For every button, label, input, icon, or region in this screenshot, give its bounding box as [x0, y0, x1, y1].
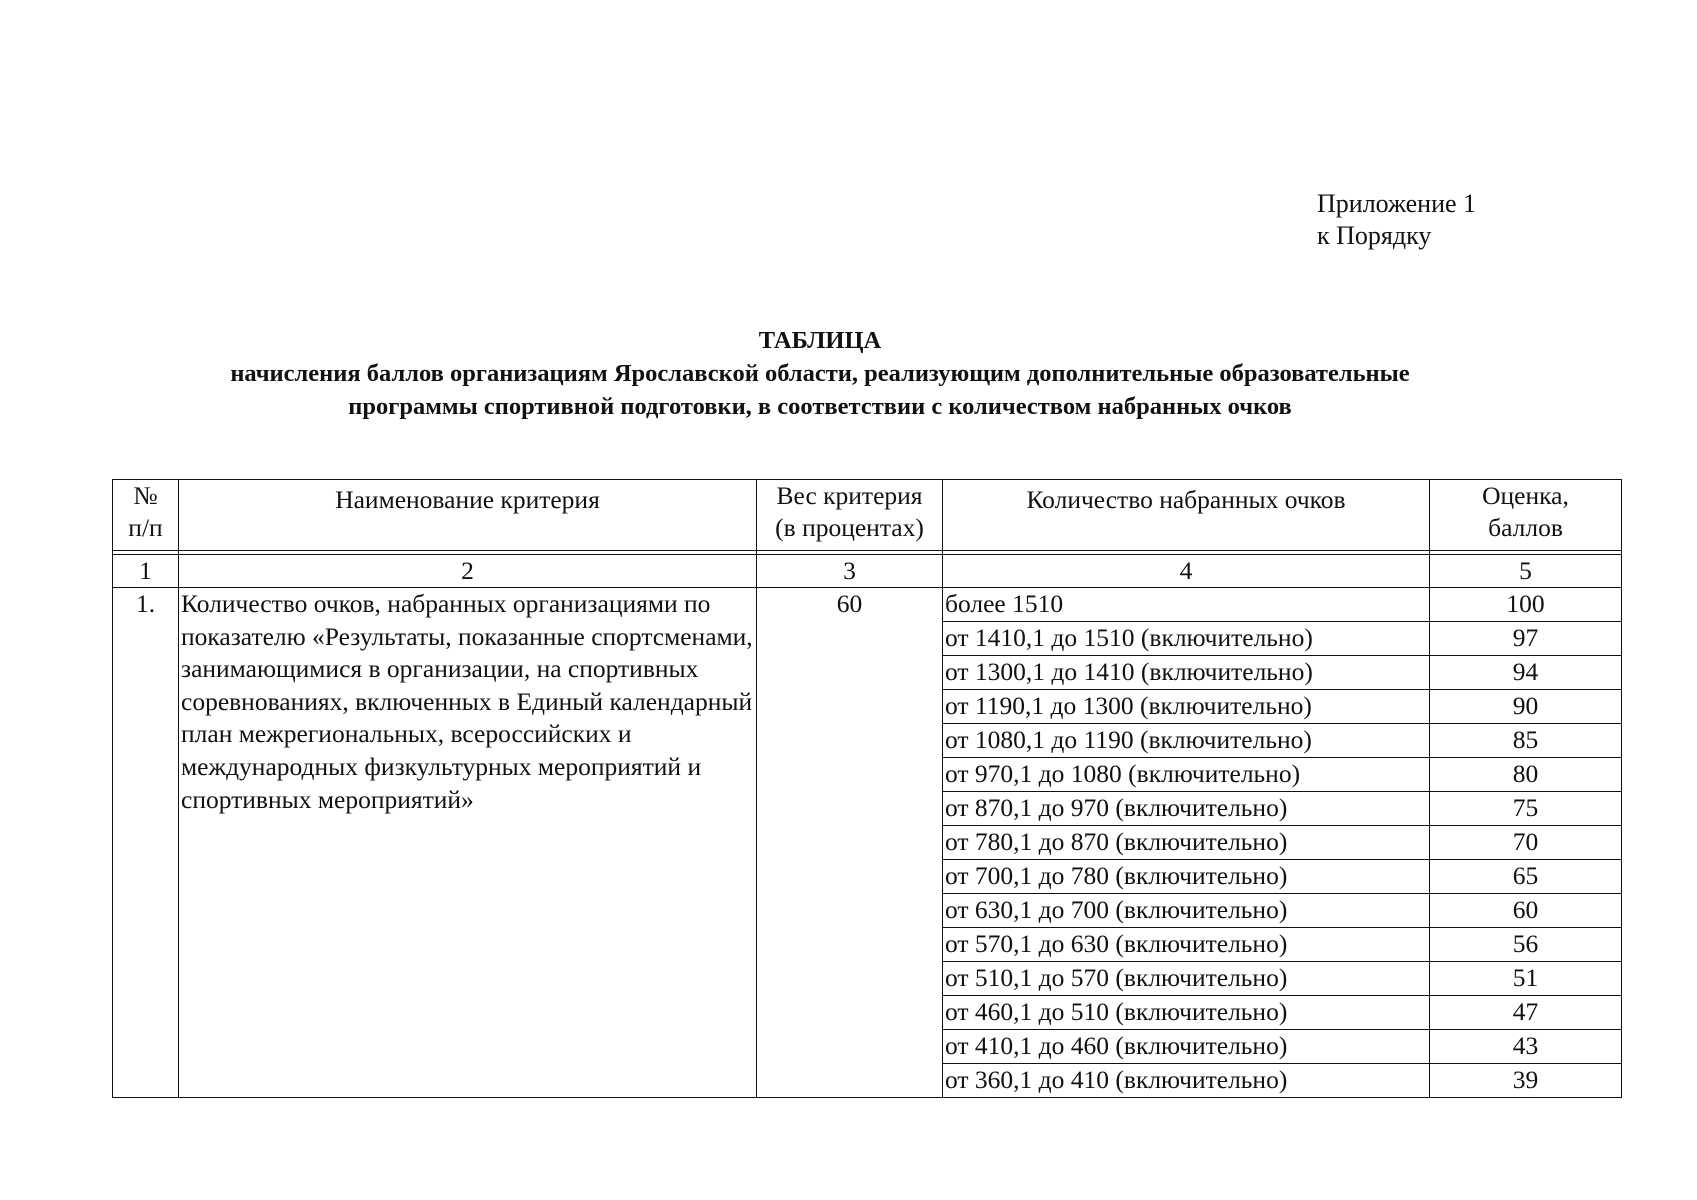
column-number-row: [113, 555, 1622, 588]
header-weight-line-1: Вес критерия: [776, 481, 923, 510]
criterion-description: Количество очков, набранных организациями по показателю «Результаты, показанные спортсменами, занимающимися в организации, на спортивных соревнованиях, включенных в Единый календарный план межрегиональных, всероссийских и международных физкультурных мероприятий и спортивных мероприятий»: [179, 588, 757, 1098]
points-range: от 1080,1 до 1190 (включительно): [943, 724, 1430, 758]
score-value: 90: [1430, 690, 1622, 724]
header-points: Количество набранных очков: [943, 480, 1430, 551]
score-value: 39: [1430, 1064, 1622, 1098]
document-heading: [100, 324, 1540, 423]
header-number-sign: №: [133, 481, 158, 510]
header-score-line-2: баллов: [1488, 513, 1563, 542]
points-range: от 1410,1 до 1510 (включительно): [943, 622, 1430, 656]
score-value: 51: [1430, 962, 1622, 996]
appendix-line-2: к Порядку: [1317, 221, 1432, 250]
header-score-line-1: Оценка,: [1482, 481, 1569, 510]
column-number: 2: [179, 555, 757, 588]
header-criterion-name: Наименование критерия: [179, 480, 757, 551]
points-range: от 410,1 до 460 (включительно): [943, 1030, 1430, 1064]
points-range: от 970,1 до 1080 (включительно): [943, 758, 1430, 792]
column-number: 4: [943, 555, 1430, 588]
scoring-table: [112, 479, 1622, 1098]
points-range: от 1300,1 до 1410 (включительно): [943, 656, 1430, 690]
points-range: от 1190,1 до 1300 (включительно): [943, 690, 1430, 724]
column-number: 1: [113, 555, 179, 588]
table-row: [113, 588, 1622, 622]
criterion-weight: 60: [757, 588, 943, 1098]
score-value: 85: [1430, 724, 1622, 758]
score-value: 70: [1430, 826, 1622, 860]
document-title: ТАБЛИЦА: [758, 327, 882, 354]
points-range: от 780,1 до 870 (включительно): [943, 826, 1430, 860]
score-value: 43: [1430, 1030, 1622, 1064]
score-value: 100: [1430, 588, 1622, 622]
score-value: 97: [1430, 622, 1622, 656]
header-number-abbr: п/п: [128, 513, 163, 542]
header-weight: [757, 480, 943, 551]
score-value: 75: [1430, 792, 1622, 826]
appendix-line-1: Приложение 1: [1317, 189, 1477, 218]
points-range: более 1510: [943, 588, 1430, 622]
score-value: 94: [1430, 656, 1622, 690]
score-value: 60: [1430, 894, 1622, 928]
score-value: 47: [1430, 996, 1622, 1030]
points-range: от 460,1 до 510 (включительно): [943, 996, 1430, 1030]
column-number: 5: [1430, 555, 1622, 588]
row-number: 1.: [113, 588, 179, 1098]
header-number: [113, 480, 179, 551]
points-range: от 570,1 до 630 (включительно): [943, 928, 1430, 962]
points-range: от 700,1 до 780 (включительно): [943, 860, 1430, 894]
score-value: 80: [1430, 758, 1622, 792]
column-number: 3: [757, 555, 943, 588]
header-row: [113, 480, 1622, 551]
header-weight-line-2: (в процентах): [775, 513, 924, 542]
points-range: от 630,1 до 700 (включительно): [943, 894, 1430, 928]
points-range: от 870,1 до 970 (включительно): [943, 792, 1430, 826]
points-range: от 360,1 до 410 (включительно): [943, 1064, 1430, 1098]
document-subtitle-line-2: программы спортивной подготовки, в соответствии с количеством набранных очков: [348, 393, 1292, 420]
score-value: 56: [1430, 928, 1622, 962]
appendix-note: [1317, 188, 1476, 252]
score-value: 65: [1430, 860, 1622, 894]
header-score: [1430, 480, 1622, 551]
points-range: от 510,1 до 570 (включительно): [943, 962, 1430, 996]
document-subtitle-line-1: начисления баллов организациям Ярославской области, реализующим дополнительные образовательные: [230, 360, 1410, 387]
